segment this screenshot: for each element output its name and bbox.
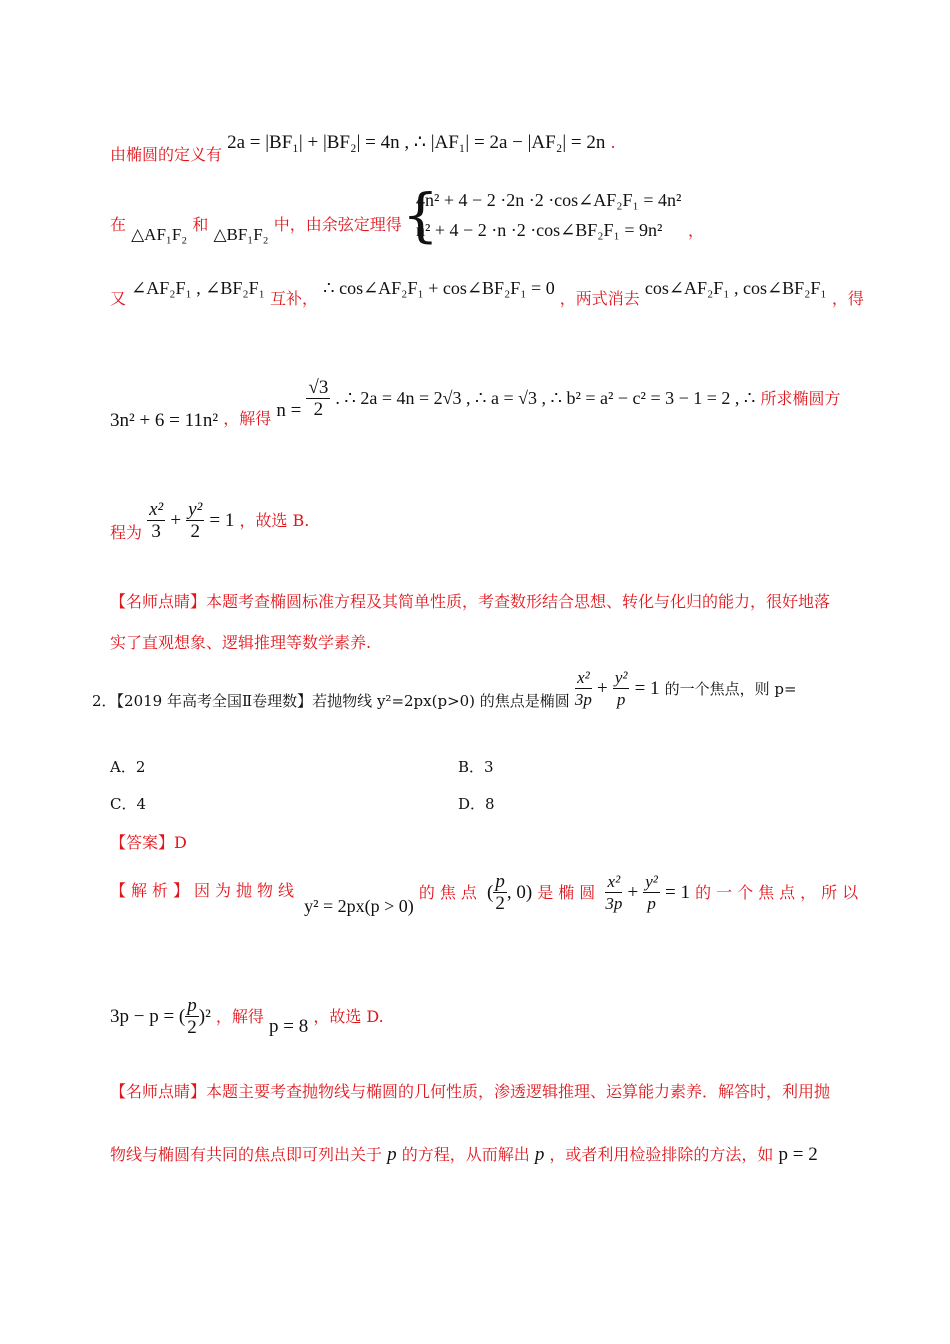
fraction-denominator: 2	[313, 399, 324, 420]
equals-one: = 1	[209, 510, 235, 531]
fraction-numerator: x²	[605, 872, 622, 893]
fraction-numerator: p	[187, 995, 197, 1016]
text-choose-b: ，故选 B.	[239, 511, 310, 530]
question-2-text: 2．【2019 年高考全国Ⅱ卷理数】若抛物线 y²=2px(p>0) 的焦点是椭圆	[92, 692, 570, 710]
text-focus: 的焦点	[418, 883, 482, 902]
formula-cos-pair: cos∠AF₂F₁ , cos∠BF₂F₁	[644, 278, 827, 298]
triangle-bf1f2: △BF₁F₂	[213, 225, 269, 244]
text-equation-is: 程为	[110, 523, 143, 542]
analysis-line-2	[110, 996, 384, 1039]
fraction-numerator: √3	[308, 377, 329, 398]
equation-system-brace: {	[402, 181, 439, 249]
fraction-y2-over-p	[613, 668, 630, 711]
text-cosine-law: 中，由余弦定理得	[273, 215, 402, 234]
tip-2-text-b: 的方程，从而解出	[401, 1145, 530, 1164]
fraction-numerator: x²	[149, 499, 164, 520]
option-c: C．4	[110, 795, 147, 813]
option-a: A．2	[110, 758, 146, 776]
fraction-sqrt3-over-2	[306, 378, 330, 421]
fraction-denominator: 2	[187, 1017, 197, 1038]
line-solve-n	[110, 377, 841, 431]
formula-equation-n: 3n² + 6 = 11n²	[110, 410, 219, 431]
fraction-denominator: p	[616, 690, 626, 709]
text-solve: ，解得	[223, 409, 272, 428]
formula-n-eq: n =	[276, 400, 302, 421]
question-2-stem	[92, 668, 797, 711]
formula-p-eq-2: p = 2	[778, 1144, 818, 1165]
text-in: 在	[110, 215, 127, 234]
equation-1: 4n² + 4 − 2 ·2n ·2 ·cos∠AF₂F₁ = 4n²	[416, 190, 682, 210]
fraction-y2-over-p-analysis	[643, 872, 660, 915]
option-b: B．3	[458, 758, 494, 776]
text-one-focus-so: 的一个焦点，所以	[695, 883, 864, 902]
tip-1-line-1: 【名师点睛】本题考查椭圆标准方程及其简单性质，考查数形结合思想、转化与化归的能力，很好地落	[110, 592, 831, 611]
text-analysis-because: 【解析】因为抛物线	[110, 881, 300, 900]
line-supplementary	[110, 276, 864, 308]
fraction-denominator: 3p	[605, 894, 623, 913]
equals-one: = 1	[634, 678, 660, 699]
option-d: D．8	[458, 795, 495, 813]
fraction-numerator: x²	[575, 668, 592, 689]
plus-sign: +	[627, 882, 639, 903]
fraction-y2-over-2	[186, 500, 204, 543]
symbol-p: p	[534, 1144, 545, 1165]
line-ellipse-definition	[110, 130, 616, 164]
fraction-x2-over-3p	[575, 668, 592, 711]
answer-label: 【答案】D	[110, 833, 187, 852]
text-also: 又	[110, 289, 127, 308]
text-equation-of-ellipse: 所求椭圆方	[760, 389, 841, 408]
formula-parabola: y² = 2px(p > 0)	[304, 896, 414, 916]
fraction-denominator: 3p	[574, 690, 592, 709]
paren-right: , 0)	[506, 882, 533, 903]
fraction-p-over-2	[493, 872, 507, 915]
plus-sign: +	[170, 510, 182, 531]
tip-1-line-2: 实了直观想象、逻辑推理等数学素养.	[110, 633, 372, 652]
fraction-numerator: p	[495, 871, 505, 892]
tip-2-text-c: ，或者利用检验排除的方法，如	[549, 1145, 774, 1164]
formula-squared: )²	[198, 1006, 211, 1027]
fraction-x2-over-3	[147, 500, 165, 543]
formula-p-eq-8: p = 8	[269, 1016, 309, 1037]
equals-one: = 1	[665, 882, 690, 903]
formula-a-b-values: . ∴ 2a = 4n = 2√3 , ∴ a = √3 , ∴ b² = a² − c² = 3 − 1 = 2 , ∴	[335, 388, 756, 408]
paren-left: (	[487, 882, 494, 903]
formula-3p-minus-p: 3p − p = (	[110, 1006, 186, 1027]
line-ellipse-equation	[110, 500, 309, 543]
text-supplementary: 互补，	[270, 289, 319, 308]
line-cosine-law	[110, 212, 402, 244]
plus-sign: +	[597, 678, 608, 699]
text-choose-d: ，故选 D.	[313, 1007, 384, 1026]
tip-2-line-2	[110, 1142, 818, 1166]
fraction-numerator: y²	[645, 872, 658, 891]
text-eliminate: ，两式消去	[559, 289, 640, 308]
symbol-p: p	[387, 1144, 397, 1165]
comma-after-system: ，	[688, 221, 705, 240]
tip-2-text-a: 物线与椭圆有共同的焦点即可列出关于	[110, 1145, 383, 1164]
text-is-ellipse: 是椭圆	[537, 883, 601, 902]
fraction-denominator: p	[647, 894, 656, 913]
tip-2-line-1: 【名师点睛】本题主要考查抛物线与椭圆的几何性质，渗透逻辑推理、运算能力素养．解答时，利用抛	[110, 1082, 831, 1101]
formula-angles: ∠AF₂F₁ , ∠BF₂F₁	[131, 278, 265, 298]
text-and: 和	[192, 215, 209, 234]
equation-2: n² + 4 − 2 ·n ·2 ·cos∠BF₂F₁ = 9n²	[416, 220, 663, 240]
fraction-denominator: 3	[151, 521, 161, 542]
formula-cos-sum: ∴ cos∠AF₂F₁ + cos∠BF₂F₁ = 0	[323, 278, 555, 298]
fraction-numerator: y²	[188, 499, 203, 520]
formula-definition: 2a = |BF₁| + |BF₂| = 4n , ∴ |AF₁| = 2a − |AF₂| = 2n	[227, 132, 606, 153]
text-ellipse-definition: 由椭圆的定义有	[110, 145, 223, 164]
text-solve: ，解得	[215, 1007, 264, 1026]
fraction-p-over-2-squared	[185, 996, 199, 1039]
question-2-text-end: 的一个焦点，则 p=	[664, 680, 797, 698]
fraction-denominator: 2	[495, 893, 505, 914]
fraction-numerator: y²	[614, 668, 628, 687]
analysis-line-1	[110, 872, 863, 915]
text-get: ，得	[831, 289, 864, 308]
fraction-denominator: 2	[190, 521, 200, 542]
period: .	[610, 133, 616, 152]
triangle-af1f2: △AF₁F₂	[131, 225, 188, 244]
fraction-x2-over-3p-analysis	[605, 872, 622, 915]
